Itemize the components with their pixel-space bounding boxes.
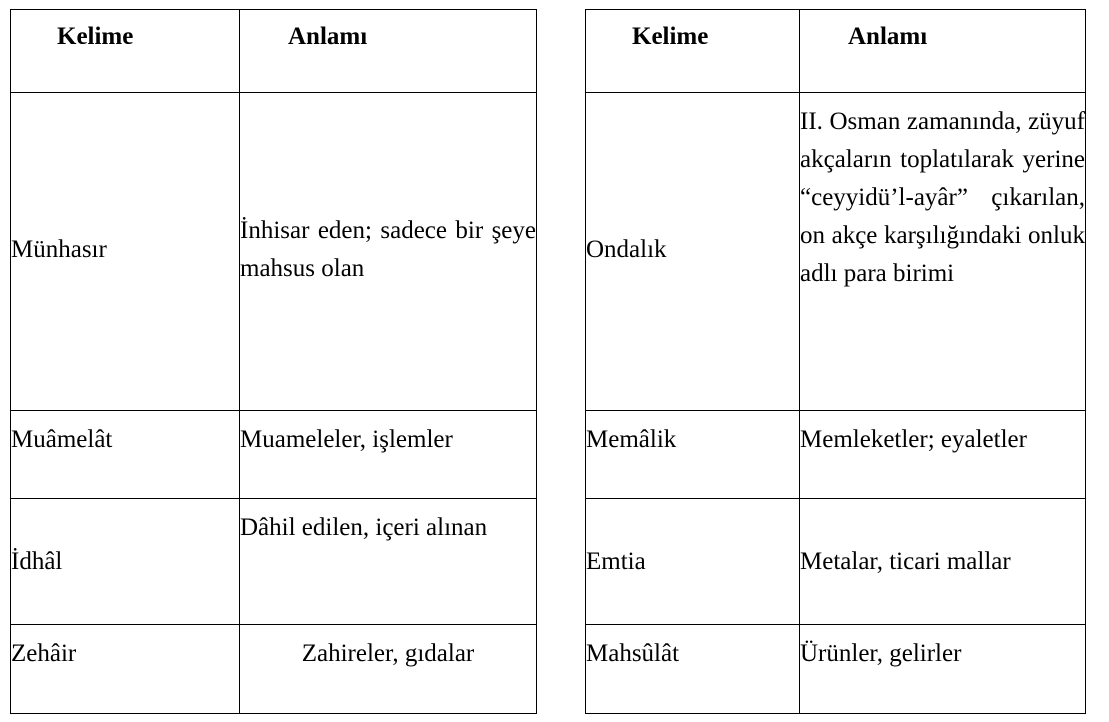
meaning-text: II. Osman zamanında, züyuf akçaların toplatılarak yerine “ceyyidü’l-ayâr” çıkarılan, on akçe karşılığındaki onluk adlı para birimi bbox=[800, 108, 1085, 287]
table-row bbox=[11, 411, 537, 499]
meaning-text: Metalar, ticari mallar bbox=[800, 547, 1011, 575]
header-word bbox=[11, 10, 240, 93]
word-cell bbox=[586, 93, 800, 411]
header-meaning bbox=[800, 10, 1086, 93]
table-row bbox=[586, 411, 1086, 499]
table-row bbox=[11, 625, 537, 714]
meaning-cell bbox=[800, 625, 1086, 714]
meaning-cell bbox=[240, 499, 537, 625]
word-text: İdhâl bbox=[11, 547, 63, 575]
word-text: Ondalık bbox=[586, 235, 667, 263]
word-cell bbox=[586, 411, 800, 499]
glossary-table-right bbox=[585, 9, 1086, 714]
table-row bbox=[586, 625, 1086, 714]
glossary-table-left bbox=[10, 9, 537, 714]
table-row bbox=[11, 499, 537, 625]
meaning-text: Muameleler, işlemler bbox=[240, 426, 453, 453]
meaning-text: İnhisar eden; sadece bir şeye mahsus olan bbox=[240, 216, 536, 282]
word-cell bbox=[11, 625, 240, 714]
table-row bbox=[11, 93, 537, 411]
table-row bbox=[586, 93, 1086, 411]
meaning-cell bbox=[240, 411, 537, 499]
header-meaning-label: Anlamı bbox=[288, 23, 368, 50]
table-header-row bbox=[11, 10, 537, 93]
word-text: Memâlik bbox=[586, 426, 677, 453]
word-text: Muâmelât bbox=[11, 426, 113, 453]
header-meaning-label: Anlamı bbox=[848, 23, 928, 50]
meaning-text: Dâhil edilen, içeri alınan bbox=[240, 514, 488, 541]
meaning-cell bbox=[800, 411, 1086, 499]
table-header-row bbox=[586, 10, 1086, 93]
word-cell bbox=[11, 411, 240, 499]
word-text: Emtia bbox=[586, 547, 646, 575]
header-word-label: Kelime bbox=[57, 23, 134, 50]
meaning-text: Zahireler, gıdalar bbox=[301, 640, 475, 667]
word-text: Mahsûlât bbox=[586, 640, 680, 667]
word-text: Münhasır bbox=[11, 235, 107, 263]
meaning-cell bbox=[800, 499, 1086, 625]
meaning-cell bbox=[240, 625, 537, 714]
meaning-cell bbox=[240, 93, 537, 411]
header-meaning bbox=[240, 10, 537, 93]
meaning-text: Ürünler, gelirler bbox=[800, 640, 962, 667]
word-cell bbox=[11, 499, 240, 625]
header-word-label: Kelime bbox=[632, 23, 709, 50]
meaning-text: Memleketler; eyaletler bbox=[800, 426, 1027, 453]
word-cell bbox=[586, 625, 800, 714]
word-cell bbox=[586, 499, 800, 625]
word-text: Zehâir bbox=[11, 640, 77, 667]
meaning-cell bbox=[800, 93, 1086, 411]
word-cell bbox=[11, 93, 240, 411]
table-row bbox=[586, 499, 1086, 625]
header-word bbox=[586, 10, 800, 93]
